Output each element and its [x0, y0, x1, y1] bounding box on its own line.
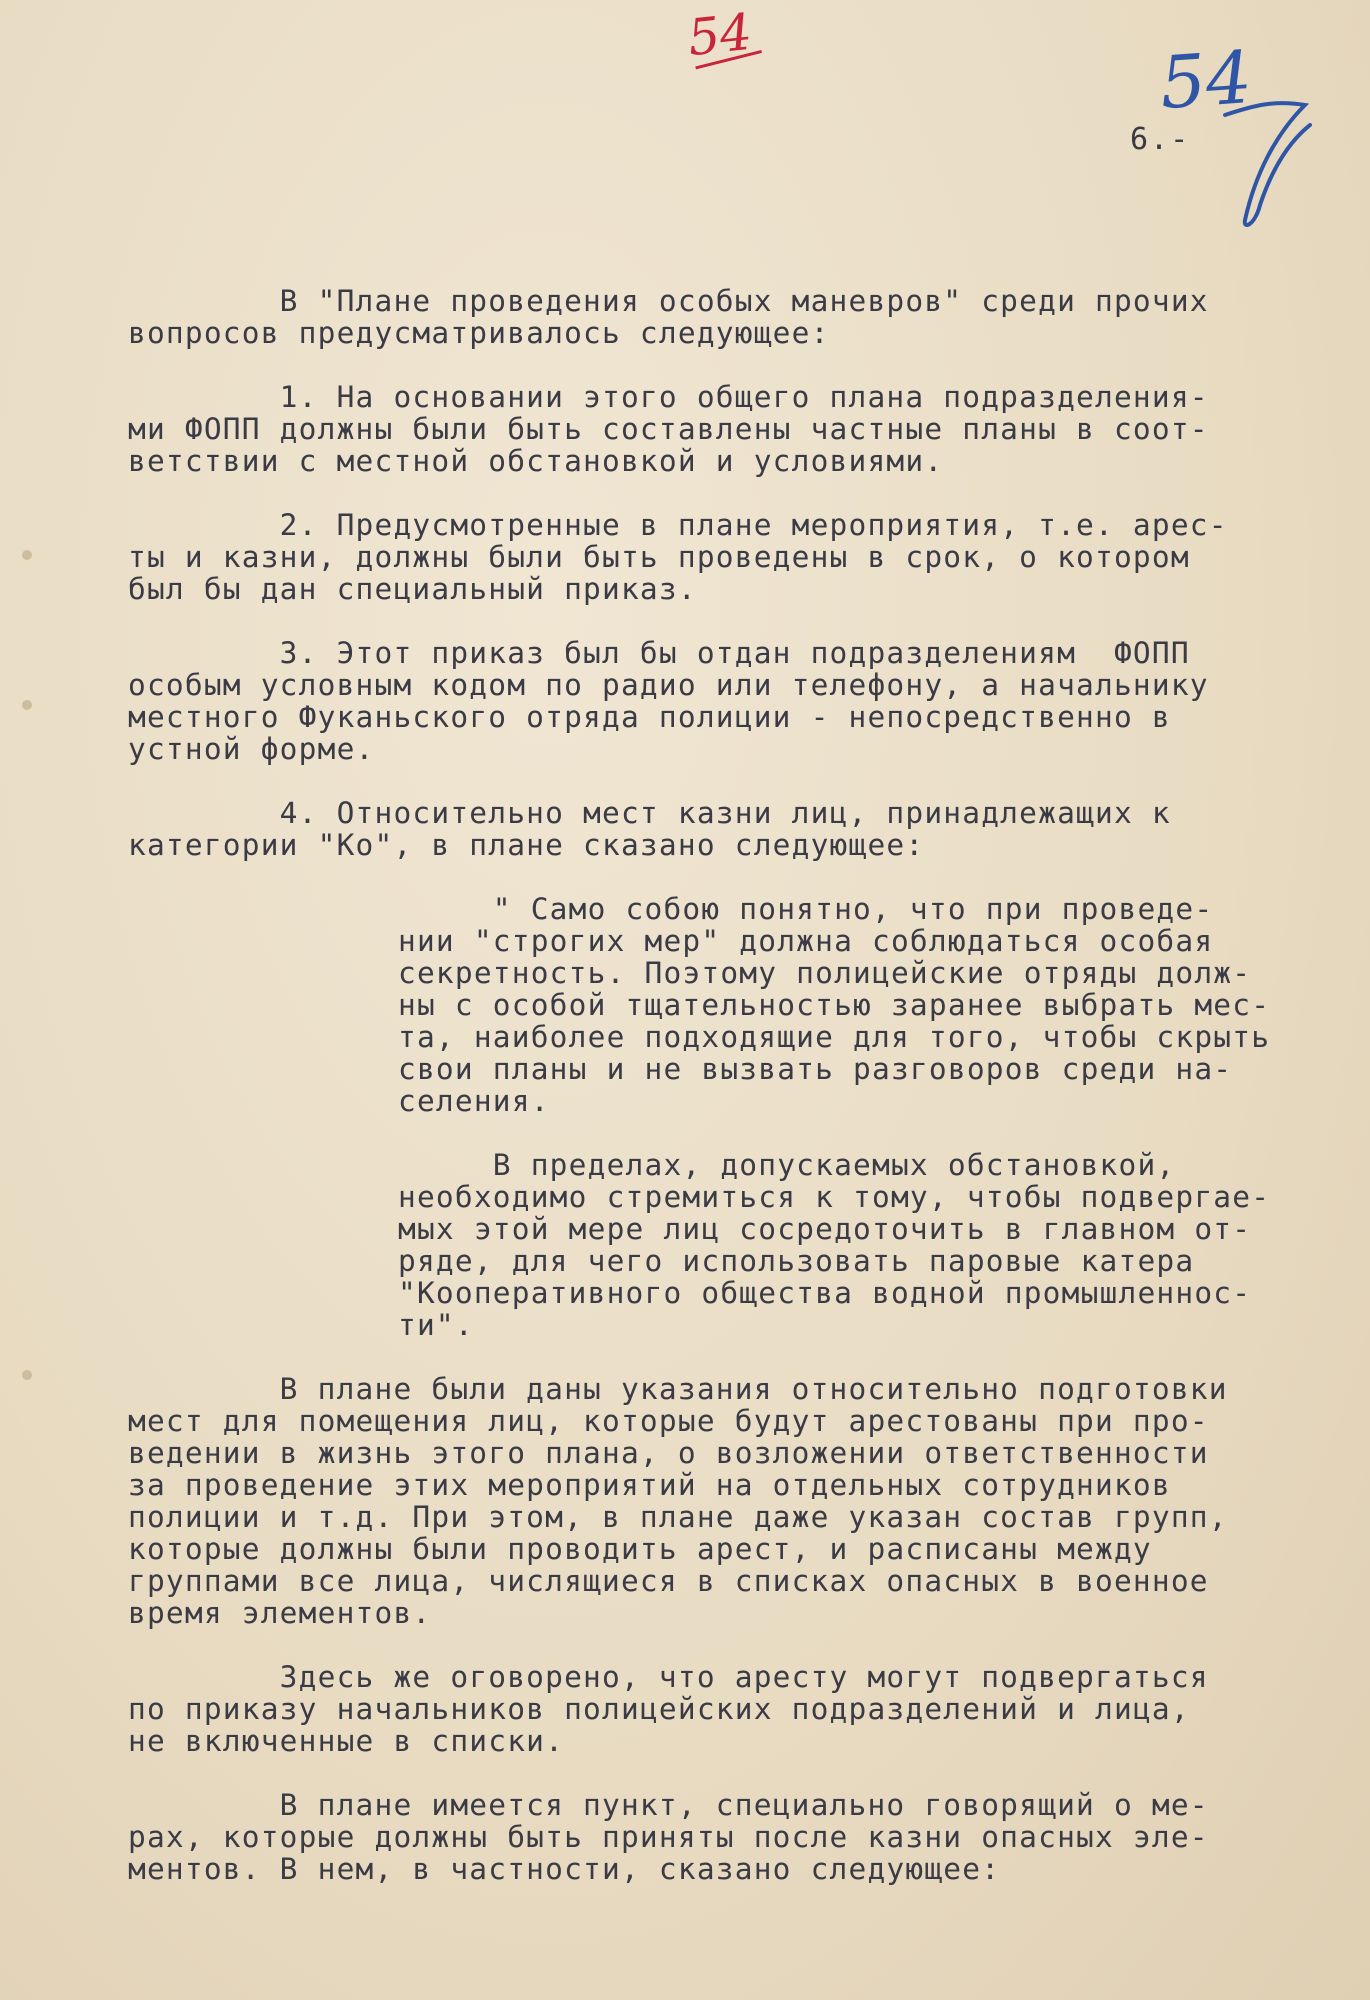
text-line: местного Фуканьского отряда полиции - непосредственно в: [128, 700, 1171, 734]
text-line: "Кооперативного общества водной промышленнос-: [398, 1276, 1252, 1310]
text-line: ментов. В нем, в частности, сказано следующее:: [128, 1852, 1001, 1886]
text-line: группами все лица, числящиеся в списках опасных в военное: [128, 1564, 1209, 1598]
text-line: ведении в жизнь этого плана, о возложении ответственности: [128, 1436, 1209, 1470]
paragraph: [128, 797, 1363, 861]
text-line: рах, которые должны быть приняты после казни опасных эле-: [128, 1820, 1209, 1854]
text-line: необходимо стремиться к тому, чтобы подвергае-: [398, 1180, 1271, 1214]
archive-page-number-red: 54: [685, 2, 755, 68]
text-line: особым условным кодом по радио или телефону, а начальнику: [128, 668, 1209, 702]
text-line: В плане имеется пункт, специально говорящий о ме-: [128, 1788, 1209, 1822]
binding-hole: [22, 550, 32, 560]
text-line: по приказу начальников полицейских подразделений и лица,: [128, 1692, 1190, 1726]
text-line: 1. На основании этого общего плана подразделения-: [128, 380, 1209, 414]
text-line: не включенные в списки.: [128, 1724, 565, 1758]
text-line: полиции и т.д. При этом, в плане даже указан состав групп,: [128, 1500, 1228, 1534]
text-line: мых этой мере лиц сосредоточить в главном от-: [398, 1212, 1252, 1246]
binding-hole: [22, 1370, 32, 1380]
text-line: категории "Ко", в плане сказано следующее:: [128, 828, 925, 862]
text-line: та, наиболее подходящие для того, чтобы скрыть: [398, 1020, 1271, 1054]
text-line: ми ФОПП должны были быть составлены частные планы в соот-: [128, 412, 1209, 446]
text-line: В пределах, допускаемых обстановкой,: [398, 1148, 1176, 1182]
text-line: В плане были даны указания относительно подготовки: [128, 1372, 1228, 1406]
archive-page-number-blue: 54: [1157, 34, 1255, 126]
text-line: ветствии с местной обстановкой и условиями.: [128, 444, 944, 478]
text-line: был бы дан специальный приказ.: [128, 572, 697, 606]
quoted-paragraph: [398, 893, 1363, 1117]
quoted-paragraph: [398, 1149, 1363, 1341]
text-line: ны с особой тщательностью заранее выбрать мес-: [398, 988, 1271, 1022]
paragraph: [128, 285, 1363, 349]
text-line: 3. Этот приказ был бы отдан подразделениям ФОПП: [128, 636, 1190, 670]
paragraph: [128, 637, 1363, 765]
text-line: В "Плане проведения особых маневров" среди прочих: [128, 284, 1209, 318]
document-body: [128, 285, 1363, 1917]
paragraph: [128, 381, 1363, 477]
paragraph: [128, 1789, 1363, 1885]
paragraph: [128, 1661, 1363, 1757]
text-line: которые должны были проводить арест, и расписаны между: [128, 1532, 1152, 1566]
text-line: нии "строгих мер" должна соблюдаться особая: [398, 924, 1214, 958]
text-line: селения.: [398, 1084, 550, 1118]
text-line: свои планы и не вызвать разговоров среди на-: [398, 1052, 1233, 1086]
text-line: вопросов предусматривалось следующее:: [128, 316, 830, 350]
paragraph: [128, 1373, 1363, 1629]
paragraph: [128, 509, 1363, 605]
text-line: время элементов.: [128, 1596, 432, 1630]
text-line: за проведение этих мероприятий на отдельных сотрудников: [128, 1468, 1171, 1502]
binding-hole: [22, 700, 32, 710]
text-line: секретность. Поэтому полицейские отряды долж-: [398, 956, 1252, 990]
text-line: Здесь же оговорено, что аресту могут подвергаться: [128, 1660, 1209, 1694]
text-line: ты и казни, должны были быть проведены в срок, о котором: [128, 540, 1190, 574]
text-line: ти".: [398, 1308, 474, 1342]
text-line: " Само собою понятно, что при проведе-: [398, 892, 1214, 926]
handwritten-mark: [1215, 95, 1325, 235]
text-line: мест для помещения лиц, которые будут арестованы при про-: [128, 1404, 1209, 1438]
page-number: 6.-: [1130, 122, 1191, 157]
text-line: 4. Относительно мест казни лиц, принадлежащих к: [128, 796, 1171, 830]
text-line: 2. Предусмотренные в плане мероприятия, т.е. арес-: [128, 508, 1228, 542]
text-line: ряде, для чего использовать паровые катера: [398, 1244, 1195, 1278]
text-line: устной форме.: [128, 732, 375, 766]
